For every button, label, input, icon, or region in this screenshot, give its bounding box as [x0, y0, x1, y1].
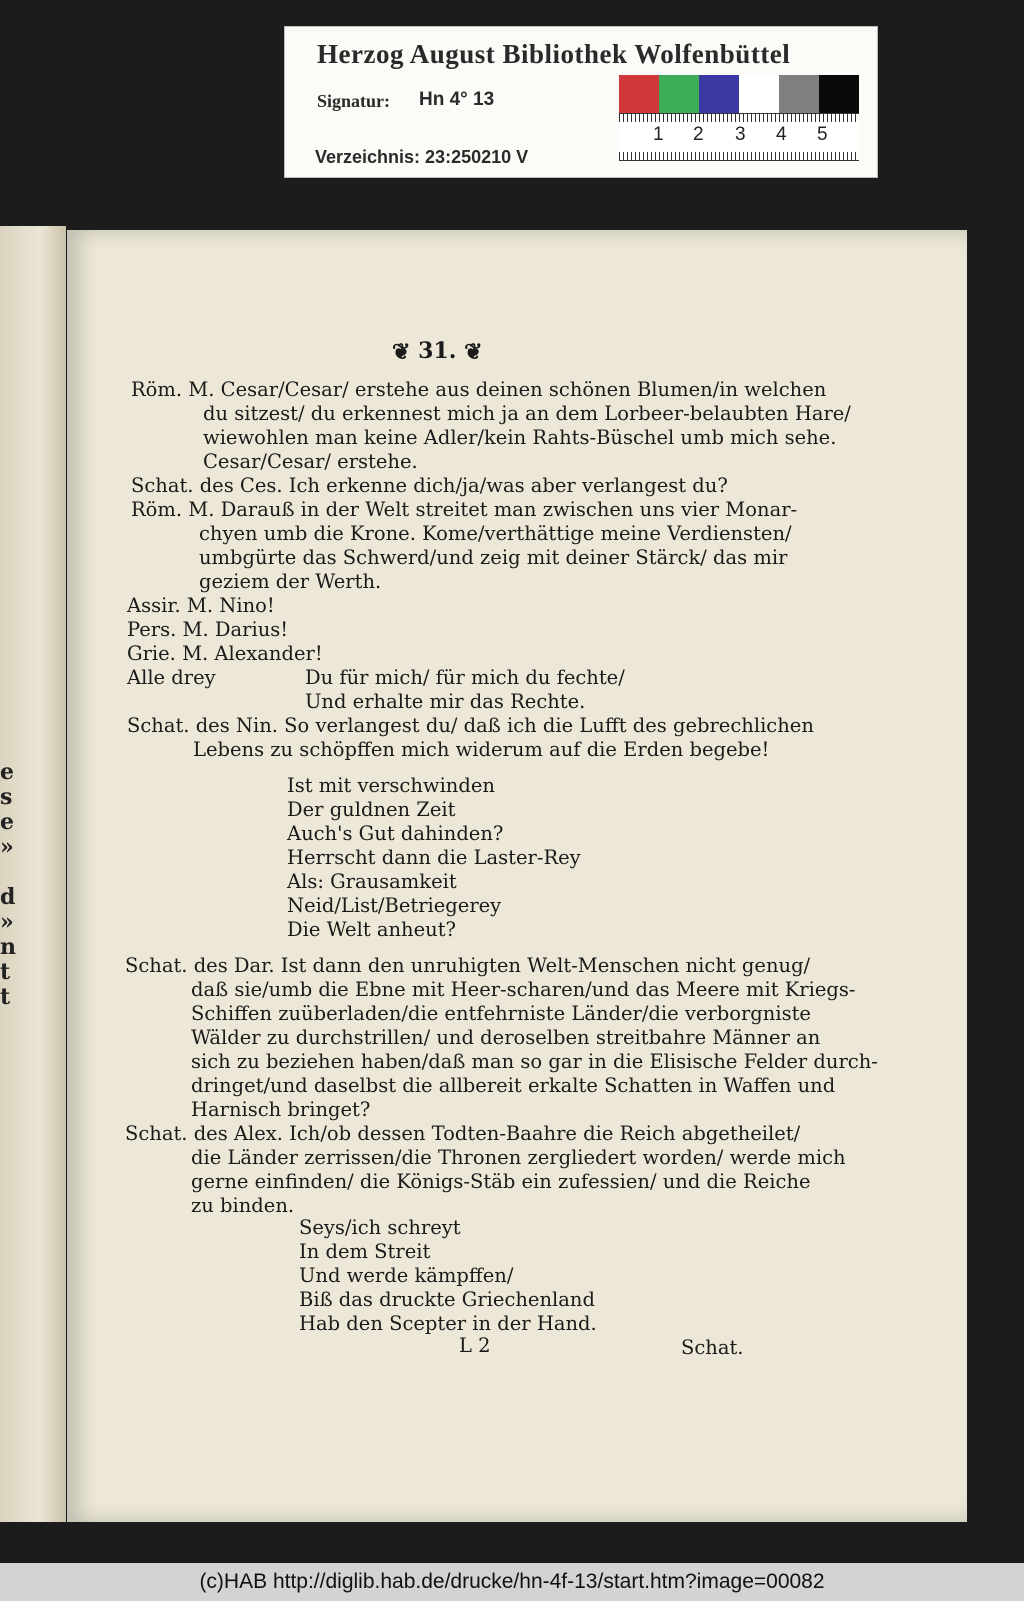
text-line: Röm. M. Darauß in der Welt streitet man zwischen uns vier Monar- [131, 498, 798, 521]
verzeichnis: Verzeichnis: 23:250210 V [315, 147, 529, 167]
text-line: Neid/List/Betriegerey [287, 894, 502, 917]
color-calibration-swatches [619, 75, 859, 113]
text-line: Seys/ich schreyt [299, 1216, 461, 1239]
library-label-card [284, 26, 878, 178]
swatch-green [659, 75, 699, 113]
text-line: Und erhalte mir das Rechte. [305, 690, 586, 713]
text-line: Biß das druckte Griechenland [299, 1288, 595, 1311]
page-number: 31. [418, 338, 457, 364]
ruler-number: 5 [817, 124, 828, 145]
ruler-number: 4 [776, 124, 787, 145]
text-line: Schat. des Alex. Ich/ob dessen Todten-Baahre die Reich abgetheilet/ [125, 1122, 801, 1145]
text-line: chyen umb die Krone. Kome/verthättige meine Verdiensten/ [199, 522, 792, 545]
text-line: umbgürte das Schwerd/und zeig mit deiner Stärck/ das mir [199, 546, 788, 569]
text-line: Schat. des Ces. Ich erkenne dich/ja/was aber verlangest du? [131, 474, 728, 497]
text-line: In dem Streit [299, 1240, 431, 1263]
signatur-key: Signatur: [317, 91, 391, 111]
swatch-white [739, 75, 779, 113]
scale-ruler [619, 113, 859, 161]
text-line: Harnisch bringet? [191, 1098, 371, 1121]
text-line: zu binden. [191, 1194, 295, 1217]
text-line: Assir. M. Nino! [127, 594, 275, 617]
catchword: Schat. [681, 1336, 744, 1359]
text-line: Und werde kämpffen/ [299, 1264, 514, 1287]
text-line: gerne einfinden/ die Königs-Stäb ein zufessien/ und die Reiche [191, 1170, 811, 1193]
text-line: Schat. des Nin. So verlangest du/ daß ich die Lufft des gebrechlichen [127, 714, 814, 737]
text-line: Lebens zu schöpffen mich widerum auf die Erden begebe! [193, 738, 770, 761]
text-line: Ist mit verschwinden [287, 774, 495, 797]
text-line: Die Welt anheut? [287, 918, 457, 941]
signatur-value: Hn 4° 13 [419, 89, 495, 110]
library-name: Herzog August Bibliothek Wolfenbüttel [317, 39, 791, 69]
text-line: Auch's Gut dahinden? [287, 822, 504, 845]
text-line: Alle drey [127, 666, 216, 689]
swatch-red [619, 75, 659, 113]
book-page [67, 230, 967, 1522]
text-line: Der guldnen Zeit [287, 798, 456, 821]
text-line: geziem der Werth. [199, 570, 382, 593]
copyright-caption: (c)HAB http://diglib.hab.de/drucke/hn-4f-13/start.htm?image=00082 [0, 1563, 1024, 1601]
ruler-number: 3 [735, 124, 746, 145]
text-line: Du für mich/ für mich du fechte/ [305, 666, 625, 689]
text-line: du sitzest/ du erkennest mich ja an dem Lorbeer-belaubten Hare/ [203, 402, 851, 425]
text-line: Grie. M. Alexander! [127, 642, 323, 665]
text-line: wiewohlen man keine Adler/kein Rahts-Büschel umb mich sehe. [203, 426, 837, 449]
swatch-black [819, 75, 859, 113]
text-line: Herrscht dann die Laster-Rey [287, 846, 581, 869]
text-line: Pers. M. Darius! [127, 618, 289, 641]
ornament-right-icon: ❦ [464, 339, 483, 365]
text-line: daß sie/umb die Ebne mit Heer-scharen/und das Meere mit Kriegs- [191, 978, 856, 1001]
text-line: Cesar/Cesar/ erstehe. [203, 450, 418, 473]
swatch-blue [699, 75, 739, 113]
text-line: Hab den Scepter in der Hand. [299, 1312, 597, 1335]
page-text [67, 230, 967, 1522]
text-line: die Länder zerrissen/die Thronen zergliedert worden/ werde mich [191, 1146, 846, 1169]
page-number-header [392, 338, 483, 365]
text-line: dringet/und daselbst die allbereit erkalte Schatten in Waffen und [191, 1074, 836, 1097]
text-line: Als: Grausamkeit [287, 870, 457, 893]
ruler-number: 2 [693, 124, 704, 145]
text-line: Wälder zu durchstrillen/ und deroselben streitbahre Männer an [191, 1026, 821, 1049]
swatch-gray [779, 75, 819, 113]
text-line: sich zu beziehen haben/daß man so gar in die Elisische Felder durch- [191, 1050, 878, 1073]
left-page-text-fragment: e s e » d » n t t [0, 759, 16, 1010]
signature-mark: L 2 [459, 1334, 491, 1357]
text-line: Röm. M. Cesar/Cesar/ erstehe aus deinen schönen Blumen/in welchen [131, 378, 827, 401]
text-line: Schiffen zuüberladen/die entfehrniste Länder/die verborgniste [191, 1002, 811, 1025]
ruler-number: 1 [653, 124, 664, 145]
ornament-left-icon: ❦ [392, 339, 411, 365]
text-line: Schat. des Dar. Ist dann den unruhigten Welt-Menschen nicht genug/ [125, 954, 811, 977]
